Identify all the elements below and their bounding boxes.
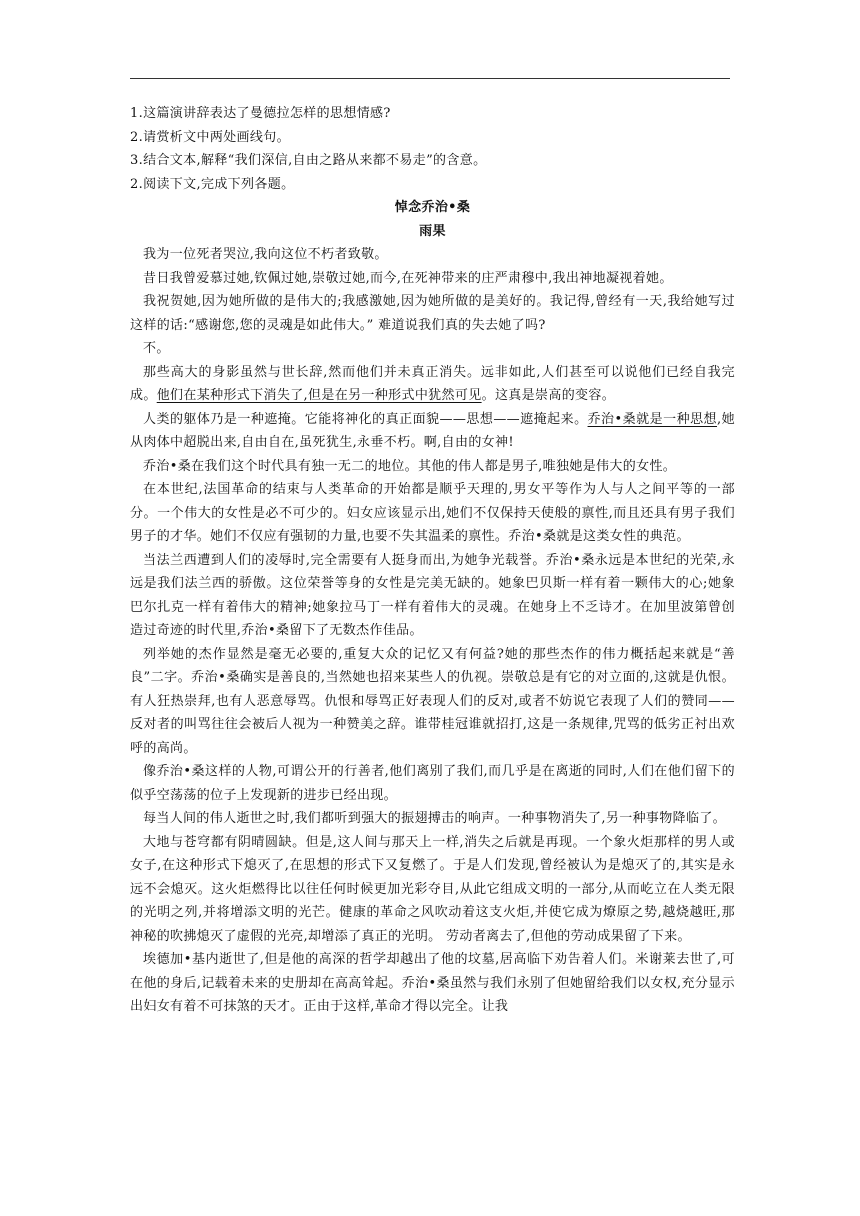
question-4: 2.阅读下文,完成下列各题。 [130,176,295,192]
question-1: 1.这篇演讲辞表达了曼德拉怎样的思想情感? [130,106,391,121]
paragraph-14: 埃德加•基内逝世了,但是他的高深的哲学却越出了他的坟墓,居高临下劝告着人们。米谢莱去世了,可在他的身后,记载着未来的史册却在高高耸起。乔治•桑虽然与我们永别了但她留给我们以女权,充分显示出妇女有着不可抹煞的天才。正由于这样,革命才得以完全。让我 [130,952,735,1014]
paragraph-3: 我祝贺她,因为她所做的是伟大的;我感激她,因为她所做的是美好的。我记得,曾经有一天,我给她写过这样的话:“感谢您,您的灵魂是如此伟大。” 难道说我们真的失去她了吗? [130,294,736,333]
article-title: 悼念乔治•桑 [394,200,471,215]
question-2: 2.请赏析文中两处画线句。 [130,129,290,145]
paragraph-5 [130,361,735,408]
paragraph-5-text-a: 那些高大的身影虽然与世长辞,然而他们并未真正消失。远非如此,人们甚至可以说他们已经自我完成。 [130,364,735,403]
article-author: 雨果 [419,223,446,239]
paragraph-4: 不。 [143,341,170,356]
paragraph-8: 在本世纪,法国革命的结束与人类革命的开始都是顺乎天理的,男女平等作为人与人之间平等的一部分。一个伟大的女性是必不可少的。妇女应该显示出,她们不仅保持天使般的禀性,而且还具有男子我们男子的才华。她们不仅应有强韧的力量,也要不失其温柔的禀性。乔治•桑就是这类女性的典范。 [130,482,735,544]
paragraph-6 [130,408,735,455]
paragraph-6-text-b: ,她从肉体中超脱出来,自由自在,虽死犹生,永垂不朽。啊,自由的女神! [130,411,735,450]
paragraph-6-text-a: 人类的躯体乃是一种遮掩。它能将神化的真正面貌——思想——遮掩起来。 [143,411,588,427]
paragraph-1: 我为一位死者哭泣,我向这位不朽者致敬。 [143,247,388,262]
paragraph-9: 当法兰西遭到人们的凌辱时,完全需要有人挺身而出,为她争光载誉。乔治•桑永远是本世纪的光荣,永远是我们法兰西的骄傲。这位荣誉等身的女性是完美无缺的。她象巴贝斯一样有着一颗伟大的心;她象巴尔扎克一样有着伟大的精神;她象拉马丁一样有着伟大的灵魂。在她身上不乏诗才。在加里波第曾创造过奇迹的时代里,乔治•桑留下了无数杰作佳品。 [130,552,735,638]
underlined-sentence-1: 他们在某种形式下消失了,但是在另一种形式中犹然可见 [156,388,482,403]
paragraph-10: 列举她的杰作显然是毫无必要的,重复大众的记忆又有何益?她的那些杰作的伟力概括起来就是“善良”二字。乔治•桑确实是善良的,当然她也招来某些人的仇视。崇敬总是有它的对立面的,这就是仇恨。有人狂热崇拜,也有人恶意辱骂。仇恨和辱骂正好表现人们的反对,或者不妨说它表现了人们的赞同——反对者的叫骂往往会被后人视为一种赞美之辞。谁带桂冠谁就招打,这是一条规律,咒骂的低劣正衬出欢呼的高尚。 [130,646,735,756]
paragraph-7: 乔治•桑在我们这个时代具有独一无二的地位。其他的伟人都是男子,唯独她是伟大的女性。 [143,458,677,474]
underlined-sentence-2: 乔治•桑就是一种思想 [587,411,718,427]
paragraph-11: 像乔治•桑这样的人物,可谓公开的行善者,他们离别了我们,而几乎是在离逝的同时,人们在他们留下的似乎空荡荡的位子上发现新的进步已经出现。 [130,764,735,803]
header-rule [130,78,730,79]
paragraph-13: 大地与苍穹都有阴晴圆缺。但是,这人间与那天上一样,消失之后就是再现。一个象火炬那样的男人或女子,在这种形式下熄灭了,在思想的形式下又复燃了。于是人们发现,曾经被认为是熄灭了的,其实是永远不会熄灭。这火炬燃得比以往任何时候更加光彩夺目,从此它组成文明的一部分,从而屹立在人类无限的光明之列,并将增添文明的光芒。健康的革命之风吹动着这支火炬,并使它成为燎原之势,越烧越旺,那神秘的吹拂熄灭了虚假的光亮,却增添了真正的光明。 劳动者离去了,但他的劳动成果留了下来。 [130,834,735,944]
paragraph-5-text-b: 。这真是崇高的变容。 [481,388,616,403]
document-content [130,102,735,1019]
question-3: 3.结合文本,解释“我们深信,自由之路从来都不易走”的含意。 [130,153,487,168]
paragraph-2: 昔日我曾爱慕过她,钦佩过她,崇敬过她,而今,在死神带来的庄严肃穆中,我出神地凝视着她。 [143,270,673,286]
paragraph-12: 每当人间的伟人逝世之时,我们都听到强大的振翅搏击的响声。一种事物消失了,另一种事物降临了。 [143,811,727,826]
